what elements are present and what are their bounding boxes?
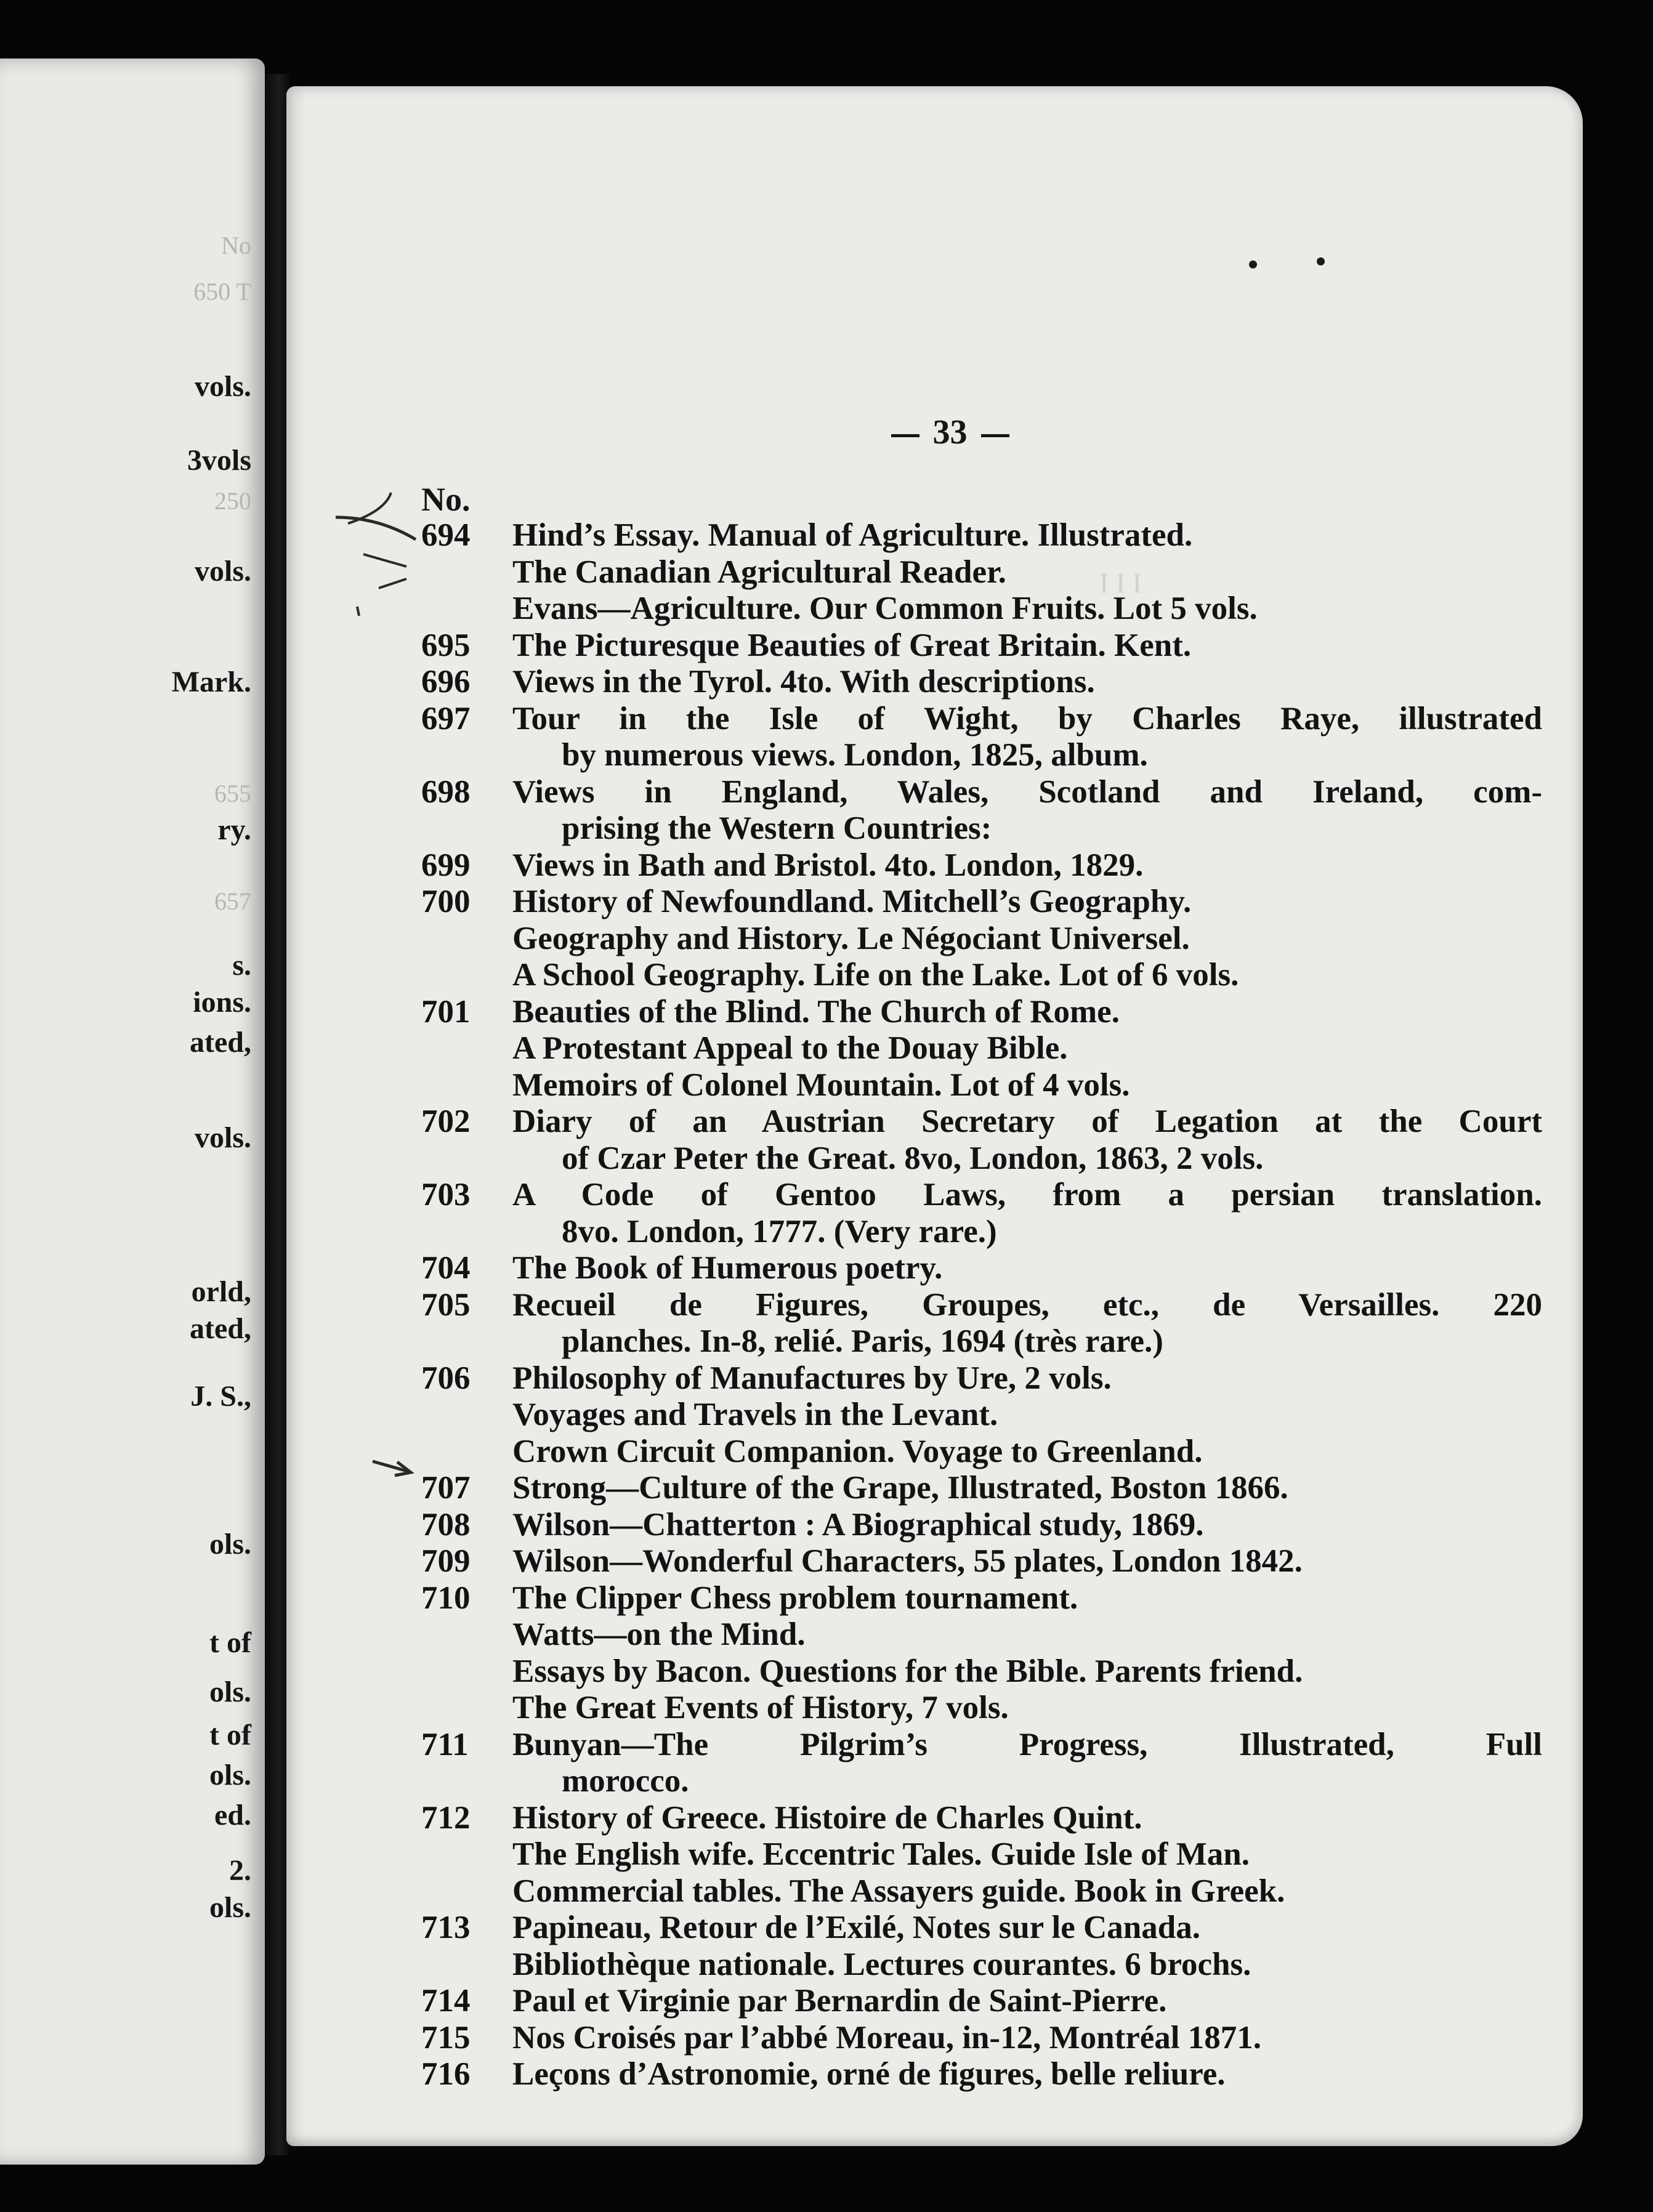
lot-number: 704 [421,1250,471,1286]
lot-description: Bunyan—The Pilgrim’s Progress, Illustrated, Full [512,1726,1542,1762]
catalogue-entry-continuation [421,1690,1542,1727]
catalogue-entry-continuation [421,1323,1542,1360]
lot-description: Commercial tables. The Assayers guide. Book in Greek. [512,1873,1285,1909]
lot-description: Paul et Virginie par Bernardin de Saint-Pierre. [512,1983,1167,2019]
catalogue-entry-line [421,1983,1542,2020]
lot-number: 697 [421,700,471,737]
lot-description: Leçons d’Astronomie, orné de figures, belle reliure. [512,2056,1226,2092]
lot-number: 701 [421,993,471,1030]
lot-description: prising the Western Countries: [562,810,992,846]
catalogue-entry-line [421,1177,1542,1214]
previous-page-text: s. [232,949,251,982]
lot-description: Philosophy of Manufactures by Ure, 2 vols. [512,1360,1112,1396]
lot-number: 695 [421,627,471,663]
bleed-through-text: I I I [1099,567,1142,599]
page-gutter [265,74,289,2155]
lot-number: 716 [421,2056,471,2092]
previous-page-text: ols. [209,1528,251,1560]
catalogue-entry-continuation [421,1836,1542,1873]
catalogue-entry-line [421,1250,1542,1287]
page-number-value: 33 [932,413,968,451]
lot-number: 708 [421,1506,471,1543]
lot-description: The Canadian Agricultural Reader. [512,554,1006,590]
catalogue-entry-continuation [421,810,1542,847]
catalogue-entry-line [421,628,1542,664]
catalogue-entry-line [421,1507,1542,1544]
lot-description: The Great Events of History, 7 vols. [512,1690,1009,1726]
lot-description: Watts—on the Mind. [512,1617,806,1652]
lot-description: History of Greece. Histoire de Charles Quint. [512,1799,1142,1836]
catalogue-page [286,86,1583,2146]
dash-left [891,434,919,437]
catalogue-entry-continuation [421,957,1542,994]
lot-number: 706 [421,1360,471,1396]
catalogue-entry-line [421,517,1542,554]
lot-description: Voyages and Travels in the Levant. [512,1397,998,1432]
lot-description: Papineau, Retour de l’Exilé, Notes sur le Canada. [512,1910,1200,1945]
lot-description: Wilson—Wonderful Characters, 55 plates, London 1842. [512,1543,1303,1579]
catalogue-entry-line [421,884,1542,921]
catalogue-entries [421,517,1542,2093]
lot-description: of Czar Peter the Great. 8vo, London, 1863, 2 vols. [562,1140,1264,1176]
lot-number: 713 [421,1910,471,1945]
catalogue-entry-continuation [421,1214,1542,1251]
lot-number: 705 [421,1286,471,1323]
catalogue-entry-continuation [421,1947,1542,1984]
catalogue-entry-line [421,1580,1542,1617]
catalogue-entry-line [421,1287,1542,1324]
lot-description: A Protestant Appeal to the Douay Bible. [512,1030,1068,1066]
previous-page-text: 250 [214,487,251,515]
previous-page-text: ated, [190,1312,251,1345]
previous-page-fragment [0,59,265,2165]
catalogue-entry-continuation [421,1030,1542,1067]
previous-page-text: 3vols [187,444,251,477]
lot-number: 714 [421,1983,471,2019]
lot-description: Views in England, Wales, Scotland and Ireland, com- [512,773,1542,810]
previous-page-text: Mark. [171,666,251,698]
lot-number: 696 [421,664,471,700]
lot-description: Strong—Culture of the Grape, Illustrated, Boston 1866. [512,1470,1288,1506]
lot-description: Essays by Bacon. Questions for the Bible. Parents friend. [512,1653,1303,1689]
lot-number [421,1836,512,1873]
lot-description: Beauties of the Blind. The Church of Rome. [512,993,1120,1030]
catalogue-entry-line [421,1727,1542,1764]
lot-description: Views in the Tyrol. 4to. With descriptions. [512,664,1095,700]
previous-page-text: 2. [229,1854,251,1887]
catalogue-entry-line [421,994,1542,1031]
lot-number: 710 [421,1580,471,1616]
lot-number: 700 [421,884,471,919]
previous-page-text: ols. [209,1759,251,1791]
pencil-arrow-mark [286,86,471,1567]
catalogue-entry-line [421,1470,1542,1507]
lot-description: 8vo. London, 1777. (Very rare.) [562,1213,997,1249]
previous-page-text: orld, [191,1275,251,1308]
lot-number: 711 [421,1726,469,1762]
previous-page-text: J. S., [190,1380,251,1413]
catalogue-entry-line [421,701,1542,738]
catalogue-entry-continuation [421,1067,1542,1104]
previous-page-text: ols. [209,1891,251,1924]
lot-number [421,1690,512,1727]
ink-dot [1249,260,1257,268]
lot-description: Hind’s Essay. Manual of Agriculture. Illustrated. [512,517,1193,553]
previous-page-text: ry. [217,813,251,846]
previous-page-text: vols. [194,555,251,587]
catalogue-entry-line [421,664,1542,701]
catalogue-entry-continuation [421,1617,1542,1653]
catalogue-entry-line [421,2056,1542,2093]
previous-page-text: 657 [214,887,251,915]
lot-description: Nos Croisés par l’abbé Moreau, in-12, Montréal 1871. [512,2019,1261,2056]
catalogue-entry-line [421,1360,1542,1397]
lot-description: Bibliothèque nationale. Lectures courantes. 6 brochs. [512,1946,1251,1982]
lot-description: Evans—Agriculture. Our Common Fruits. Lot 5 vols. [512,591,1258,626]
catalogue-entry-continuation [421,554,1542,591]
previous-page-text: t of [209,1626,251,1659]
lot-description: The Picturesque Beauties of Great Britain. Kent. [512,627,1192,663]
lot-number: 694 [421,517,471,553]
lot-description: Tour in the Isle of Wight, by Charles Raye, illustrated [512,700,1542,737]
lot-number: 698 [421,773,471,810]
catalogue-entry-continuation [421,1763,1542,1800]
lot-number: 709 [421,1543,471,1579]
catalogue-entry-continuation [421,1873,1542,1910]
lot-number [421,1763,512,1800]
lot-number: 712 [421,1799,471,1836]
lot-description: Crown Circuit Companion. Voyage to Greenland. [512,1433,1203,1469]
lot-number: 707 [421,1470,471,1506]
lot-number [421,1873,512,1910]
column-header-no: No. [421,481,471,518]
catalogue-entry-continuation [421,1397,1542,1434]
previous-page-text: 650 T [193,278,251,305]
previous-page-text: No [221,232,251,259]
catalogue-entry-line [421,1543,1542,1580]
catalogue-entry-line [421,1104,1542,1140]
lot-description: morocco. [562,1763,689,1799]
lot-number: 699 [421,847,471,883]
lot-description: Memoirs of Colonel Mountain. Lot of 4 vols. [512,1067,1130,1103]
lot-number: 702 [421,1104,471,1139]
lot-description: Views in Bath and Bristol. 4to. London, 1829. [512,847,1144,883]
catalogue-entry-continuation [421,1434,1542,1471]
catalogue-entry-continuation [421,591,1542,628]
pencil-arrow-svg [286,86,471,1564]
page-number [286,413,1583,452]
lot-description: Geography and History. Le Négociant Universel. [512,920,1190,956]
lot-number [421,1653,512,1690]
lot-description: The English wife. Eccentric Tales. Guide Isle of Man. [512,1836,1250,1872]
catalogue-entry-line [421,1800,1542,1837]
catalogue-entry-line [421,2020,1542,2057]
catalogue-entry-continuation [421,1653,1542,1690]
previous-page-text: 655 [214,780,251,807]
catalogue-entry-continuation [421,1140,1542,1177]
catalogue-entry-line [421,1910,1542,1947]
previous-page-text: t of [209,1719,251,1751]
lot-number: 703 [421,1177,471,1213]
previous-page-text: ols. [209,1676,251,1708]
lot-description: Recueil de Figures, Groupes, etc., de Versailles. 220 [512,1286,1542,1323]
lot-description: Diary of an Austrian Secretary of Legation at the Court [512,1104,1542,1139]
previous-page-text: vols. [194,370,251,403]
lot-description: History of Newfoundland. Mitchell’s Geography. [512,884,1192,919]
previous-page-text: ed. [214,1799,251,1831]
lot-description: Wilson—Chatterton : A Biographical study, 1869. [512,1506,1204,1543]
ink-dot [1317,257,1325,265]
lot-number: 715 [421,2019,471,2056]
lot-description: A School Geography. Life on the Lake. Lot of 6 vols. [512,957,1239,993]
lot-number [421,1617,512,1653]
catalogue-entry-continuation [421,921,1542,958]
catalogue-entry-line [421,847,1542,884]
lot-description: The Book of Humerous poetry. [512,1250,943,1286]
previous-page-text: vols. [194,1121,251,1154]
lot-description: planches. In-8, relié. Paris, 1694 (très rare.) [562,1323,1163,1359]
lot-description: A Code of Gentoo Laws, from a persian translation. [512,1177,1542,1213]
dash-right [981,434,1009,437]
lot-number [421,1947,512,1984]
previous-page-text: ions. [193,986,251,1019]
lot-description: by numerous views. London, 1825, album. [562,737,1148,773]
catalogue-entry-line [421,774,1542,811]
catalogue-entry-continuation [421,737,1542,774]
lot-description: The Clipper Chess problem tournament. [512,1580,1078,1616]
previous-page-text: ated, [190,1026,251,1059]
